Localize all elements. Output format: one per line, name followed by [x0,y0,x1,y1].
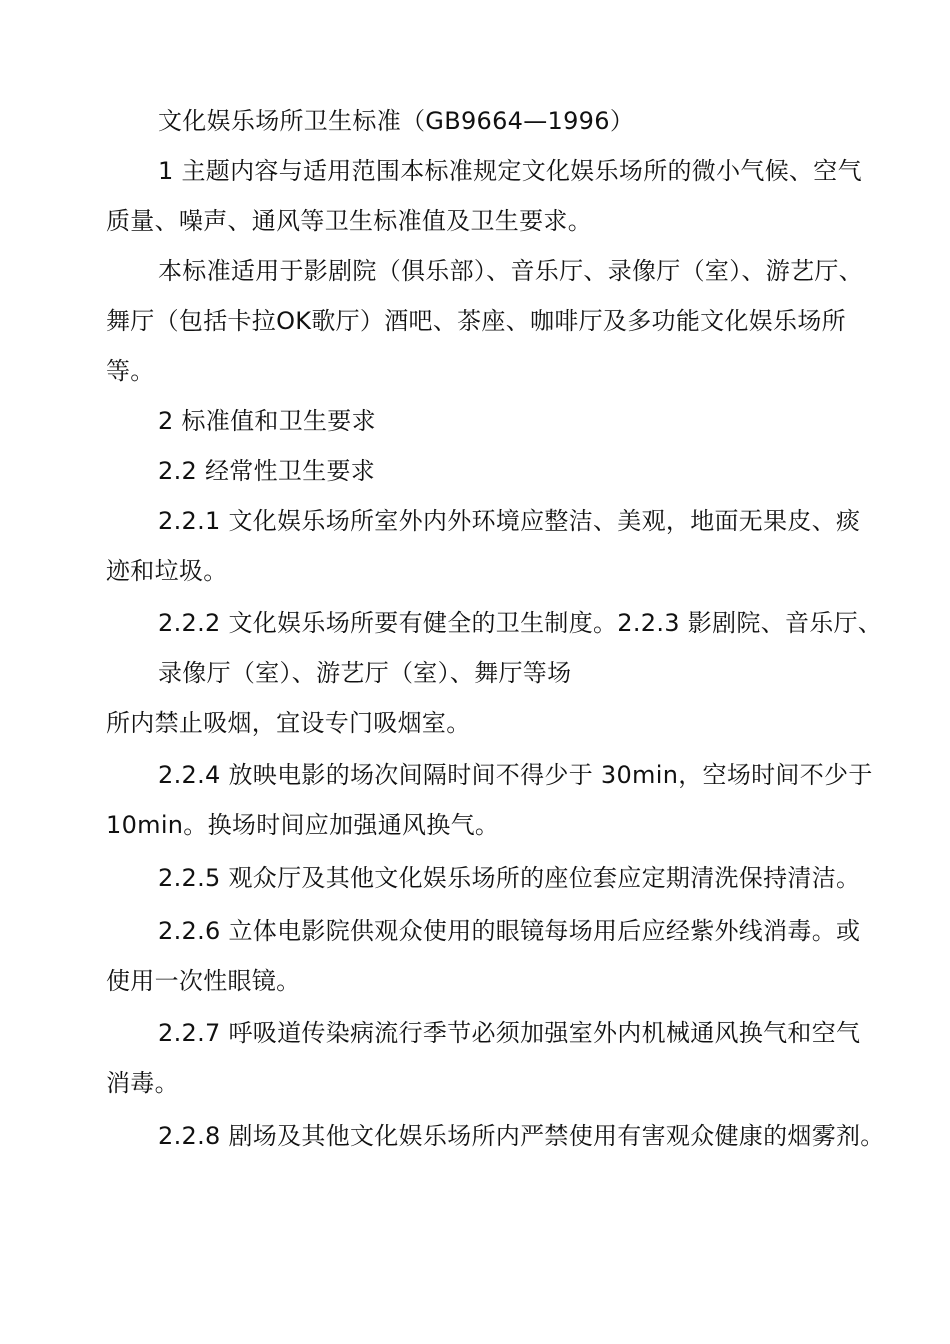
paragraph-line: 等。 [106,357,155,385]
paragraph-line: 质量、噪声、通风等卫生标准值及卫生要求。 [106,207,592,235]
document-title: 文化娱乐场所卫生标准（GB9664—1996） [158,107,635,135]
paragraph-line: 迹和垃圾。 [106,557,228,585]
paragraph-line: 1 主题内容与适用范围本标准规定文化娱乐场所的微小气候、空气 [158,157,862,185]
paragraph-line: 2.2.5 观众厅及其他文化娱乐场所的座位套应定期清洗保持清洁。 [158,864,861,892]
paragraph-line: 本标准适用于影剧院（俱乐部）、音乐厅、录像厅（室）、游艺厅、 [158,257,863,285]
paragraph-line: 使用一次性眼镜。 [106,967,301,995]
paragraph-line: 2.2.7 呼吸道传染病流行季节必须加强室外内机械通风换气和空气 [158,1019,861,1047]
paragraph-line: 所内禁止吸烟，宜设专门吸烟室。 [106,709,471,737]
paragraph-line: 消毒。 [106,1069,179,1097]
paragraph-line: 舞厅（包括卡拉OK歌厅）酒吧、茶座、咖啡厅及多功能文化娱乐场所 [106,307,846,335]
paragraph-line: 2.2.2 文化娱乐场所要有健全的卫生制度。2.2.3 影剧院、音乐厅、 [158,609,883,637]
section-heading: 2 标准值和卫生要求 [158,407,376,435]
paragraph-line: 10min。换场时间应加强通风换气。 [106,811,500,839]
section-heading: 2.2 经常性卫生要求 [158,457,376,485]
paragraph-line: 2.2.1 文化娱乐场所室外内外环境应整洁、美观，地面无果皮、痰 [158,507,861,535]
paragraph-line: 2.2.4 放映电影的场次间隔时间不得少于 30min，空场时间不少于 [158,761,873,789]
paragraph-line: 2.2.8 剧场及其他文化娱乐场所内严禁使用有害观众健康的烟雾剂。 [158,1122,885,1150]
paragraph-line: 录像厅（室）、游艺厅（室）、舞厅等场 [158,659,572,687]
paragraph-line: 2.2.6 立体电影院供观众使用的眼镜每场用后应经紫外线消毒。或 [158,917,861,945]
